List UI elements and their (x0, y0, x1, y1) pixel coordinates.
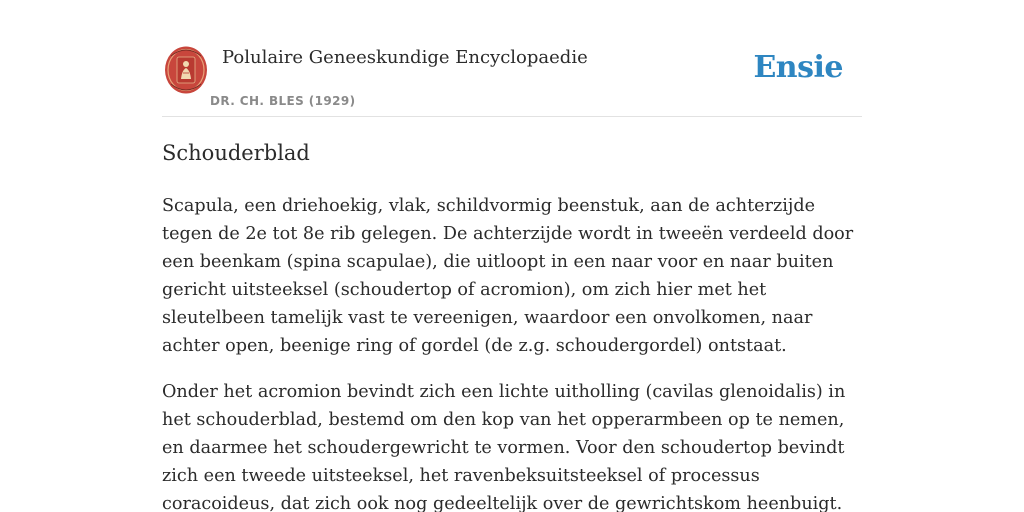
book-cover-icon[interactable] (164, 46, 208, 94)
page-header (162, 40, 862, 117)
book-title[interactable]: Polulaire Geneeskundige Encyclopaedie (222, 47, 588, 68)
ensie-logo-link[interactable]: Ensie (753, 50, 843, 85)
article-title: Schouderblad (162, 141, 310, 165)
article-body (162, 192, 862, 512)
book-author: DR. CH. BLES (1929) (210, 94, 356, 108)
article-paragraph: Onder het acromion bevindt zich een lichte uitholling (cavilas glenoidalis) in het schouderblad, bestemd om den kop van het opperarmbeen op te nemen, en daarmee het schoudergewricht te vormen. Voor den schoudertop bevindt zich een tweede uitsteeksel, het ravenbeksuitsteeksel of processus coracoideus, dat zich ook nog gedeeltelijk over de gewrichtskom heenbuigt. (162, 382, 846, 512)
article-paragraph: Scapula, een driehoekig, vlak, schildvormig beenstuk, aan de achterzijde tegen de 2e tot 8e rib gelegen. De achterzijde wordt in tweeën verdeeld door een beenkam (spina scapulae), die uitloopt in een naar voor en naar buiten gericht uitsteeksel (schoudertop of acromion), om zich hier met het sleutelbeen tamelijk vast te vereenigen, waardoor een onvolkomen, naar achter open, beenige ring of gordel (de z.g. schoudergordel) ontstaat. (162, 196, 854, 356)
